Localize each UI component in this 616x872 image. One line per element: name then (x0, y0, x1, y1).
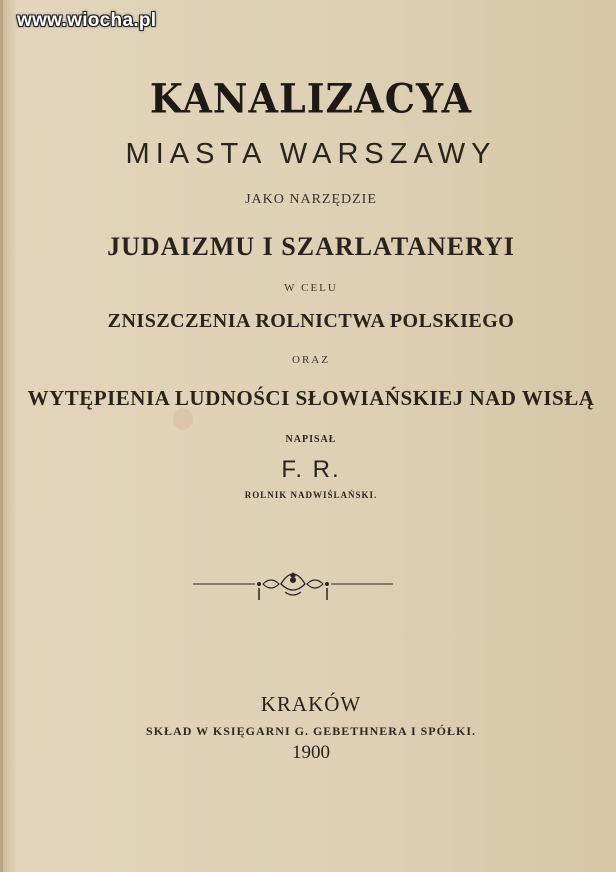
book-title: KANALIZACYA (149, 74, 473, 123)
line-napisal: NAPISAŁ (285, 434, 337, 445)
line-judaizmu: JUDAIZMU I SZARLATANERYI (107, 232, 515, 261)
line-jako: JAKO NARZĘDZIE (245, 192, 377, 207)
publication-year: 1900 (292, 742, 330, 763)
watermark: www.wiocha.pl (17, 10, 157, 31)
publisher-line: SKŁAD W KSIĘGARNI G. GEBETHNERA I SPÓŁKI. (146, 724, 476, 738)
author-initials: F. R. (281, 456, 341, 483)
author-description: ROLNIK NADWIŚLAŃSKI. (244, 490, 378, 500)
line-wytepienia: WYTĘPIENIA LUDNOŚCI SŁOWIAŃSKIEJ NAD WISŁĄ (27, 386, 595, 410)
publication-place: KRAKÓW (260, 692, 362, 716)
line-w-celu: W CELU (284, 282, 338, 294)
line-oraz: ORAZ (292, 354, 330, 366)
fleuron-divider-icon (193, 570, 393, 606)
book-subtitle: MIASTA WARSZAWY (125, 138, 497, 170)
line-zniszczenia: ZNISZCZENIA ROLNICTWA POLSKIEGO (107, 310, 515, 332)
paper-stain (173, 408, 193, 430)
